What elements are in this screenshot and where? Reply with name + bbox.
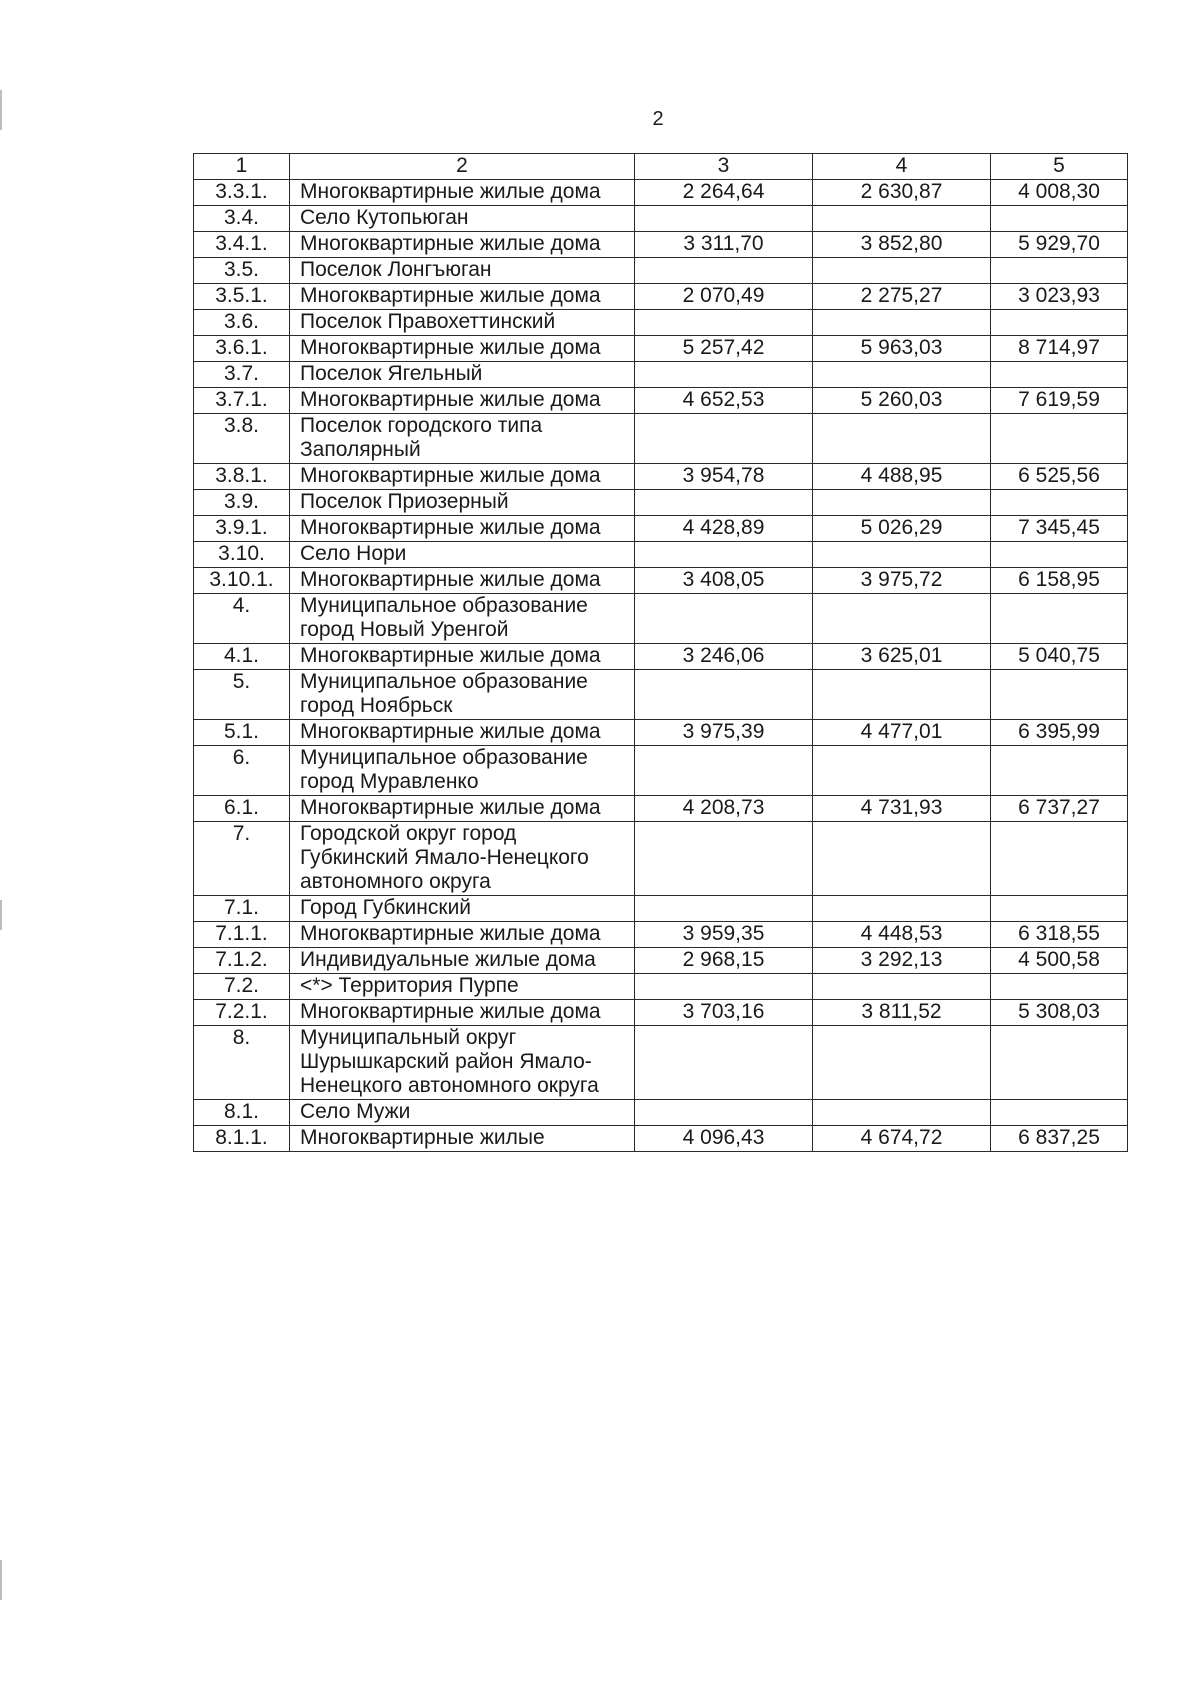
- row-number: 7.1.: [194, 896, 290, 922]
- row-name: Поселок Лонгъюган: [290, 258, 635, 284]
- row-value-col5: [991, 1026, 1128, 1100]
- row-number: 3.7.: [194, 362, 290, 388]
- row-value-col4: [813, 746, 991, 796]
- row-value-col5: [991, 670, 1128, 720]
- table-row: [194, 1100, 1128, 1126]
- row-name: Многоквартирные жилые дома: [290, 796, 635, 822]
- row-value-col3: [635, 594, 813, 644]
- table-header-row: [194, 154, 1128, 180]
- row-name: Поселок Приозерный: [290, 490, 635, 516]
- row-value-col5: 3 023,93: [991, 284, 1128, 310]
- row-name: Городской округ город Губкинский Ямало-Ненецкого автономного округа: [290, 822, 635, 896]
- row-value-col3: 3 954,78: [635, 464, 813, 490]
- row-number: 3.8.: [194, 414, 290, 464]
- row-name: Многоквартирные жилые дома: [290, 336, 635, 362]
- row-value-col4: 4 488,95: [813, 464, 991, 490]
- header-col-5: 5: [991, 154, 1128, 180]
- row-value-col3: 3 703,16: [635, 1000, 813, 1026]
- table-row: [194, 336, 1128, 362]
- row-value-col3: [635, 746, 813, 796]
- row-number: 6.1.: [194, 796, 290, 822]
- row-value-col3: [635, 490, 813, 516]
- row-value-col5: [991, 974, 1128, 1000]
- row-name: Многоквартирные жилые дома: [290, 720, 635, 746]
- row-value-col3: 3 408,05: [635, 568, 813, 594]
- row-value-col4: 3 811,52: [813, 1000, 991, 1026]
- row-number: 3.3.1.: [194, 180, 290, 206]
- header-col-3: 3: [635, 154, 813, 180]
- row-value-col4: [813, 206, 991, 232]
- row-value-col4: 3 975,72: [813, 568, 991, 594]
- row-value-col5: [991, 822, 1128, 896]
- row-name: Село Нори: [290, 542, 635, 568]
- row-name: Муниципальное образование город Муравленко: [290, 746, 635, 796]
- row-name: Многоквартирные жилые дома: [290, 464, 635, 490]
- row-value-col4: [813, 490, 991, 516]
- row-value-col3: [635, 258, 813, 284]
- table-row: [194, 1126, 1128, 1152]
- row-name: Многоквартирные жилые дома: [290, 568, 635, 594]
- table-row: [194, 1026, 1128, 1100]
- row-value-col4: [813, 542, 991, 568]
- table-row: [194, 258, 1128, 284]
- row-value-col3: 3 975,39: [635, 720, 813, 746]
- row-number: 8.: [194, 1026, 290, 1100]
- row-value-col4: [813, 310, 991, 336]
- table-row: [194, 568, 1128, 594]
- table-row: [194, 232, 1128, 258]
- row-value-col5: 5 308,03: [991, 1000, 1128, 1026]
- row-number: 3.5.: [194, 258, 290, 284]
- table-row: [194, 362, 1128, 388]
- row-number: 7.2.: [194, 974, 290, 1000]
- row-value-col5: 8 714,97: [991, 336, 1128, 362]
- row-value-col3: 3 311,70: [635, 232, 813, 258]
- row-name: Многоквартирные жилые: [290, 1126, 635, 1152]
- row-value-col3: [635, 542, 813, 568]
- row-value-col4: 2 275,27: [813, 284, 991, 310]
- row-value-col4: [813, 896, 991, 922]
- row-value-col3: [635, 896, 813, 922]
- table-row: [194, 542, 1128, 568]
- row-number: 5.: [194, 670, 290, 720]
- row-value-col5: [991, 542, 1128, 568]
- row-value-col3: 3 959,35: [635, 922, 813, 948]
- table-row: [194, 670, 1128, 720]
- row-value-col5: 6 737,27: [991, 796, 1128, 822]
- row-name: Многоквартирные жилые дома: [290, 388, 635, 414]
- row-number: 3.10.1.: [194, 568, 290, 594]
- row-number: 8.1.1.: [194, 1126, 290, 1152]
- row-value-col3: 5 257,42: [635, 336, 813, 362]
- row-value-col5: 4 500,58: [991, 948, 1128, 974]
- row-name: Муниципальное образование город Новый Уренгой: [290, 594, 635, 644]
- row-value-col4: 3 292,13: [813, 948, 991, 974]
- table-row: [194, 310, 1128, 336]
- row-value-col5: 6 318,55: [991, 922, 1128, 948]
- row-value-col4: [813, 670, 991, 720]
- table-row: [194, 284, 1128, 310]
- row-name: Село Кутопьюган: [290, 206, 635, 232]
- table-row: [194, 388, 1128, 414]
- row-value-col4: 4 731,93: [813, 796, 991, 822]
- row-name: Многоквартирные жилые дома: [290, 922, 635, 948]
- row-value-col3: [635, 1026, 813, 1100]
- row-value-col4: 4 448,53: [813, 922, 991, 948]
- row-name: Многоквартирные жилые дома: [290, 180, 635, 206]
- row-value-col5: 7 345,45: [991, 516, 1128, 542]
- row-value-col5: [991, 1100, 1128, 1126]
- row-value-col5: [991, 310, 1128, 336]
- row-name: Поселок Ягельный: [290, 362, 635, 388]
- row-value-col4: [813, 594, 991, 644]
- row-value-col3: 4 428,89: [635, 516, 813, 542]
- header-col-1: 1: [194, 154, 290, 180]
- row-value-col4: 5 963,03: [813, 336, 991, 362]
- row-value-col5: [991, 490, 1128, 516]
- table-body: [194, 180, 1128, 1152]
- row-value-col5: 5 040,75: [991, 644, 1128, 670]
- table-row: [194, 896, 1128, 922]
- table-row: [194, 490, 1128, 516]
- row-number: 3.5.1.: [194, 284, 290, 310]
- row-name: Многоквартирные жилые дома: [290, 232, 635, 258]
- row-name: Поселок городского типа Заполярный: [290, 414, 635, 464]
- row-value-col4: 5 260,03: [813, 388, 991, 414]
- row-number: 3.6.: [194, 310, 290, 336]
- table-row: [194, 414, 1128, 464]
- row-number: 4.: [194, 594, 290, 644]
- row-name: Муниципальный округ Шурышкарский район Ямало-Ненецкого автономного округа: [290, 1026, 635, 1100]
- row-value-col5: [991, 362, 1128, 388]
- row-value-col3: 2 264,64: [635, 180, 813, 206]
- row-number: 3.7.1.: [194, 388, 290, 414]
- row-name: Многоквартирные жилые дома: [290, 516, 635, 542]
- row-number: 3.6.1.: [194, 336, 290, 362]
- row-value-col3: [635, 974, 813, 1000]
- row-value-col4: 3 852,80: [813, 232, 991, 258]
- row-value-col3: [635, 670, 813, 720]
- row-value-col3: [635, 414, 813, 464]
- table-row: [194, 948, 1128, 974]
- row-number: 7.1.1.: [194, 922, 290, 948]
- row-number: 8.1.: [194, 1100, 290, 1126]
- row-number: 7.: [194, 822, 290, 896]
- table-row: [194, 206, 1128, 232]
- row-value-col4: [813, 974, 991, 1000]
- row-value-col3: 4 096,43: [635, 1126, 813, 1152]
- row-value-col3: [635, 310, 813, 336]
- row-value-col3: 2 070,49: [635, 284, 813, 310]
- row-value-col3: 3 246,06: [635, 644, 813, 670]
- row-value-col5: 6 837,25: [991, 1126, 1128, 1152]
- row-name: Село Мужи: [290, 1100, 635, 1126]
- row-number: 3.9.: [194, 490, 290, 516]
- tariff-table: [193, 153, 1128, 1152]
- row-value-col5: 6 525,56: [991, 464, 1128, 490]
- row-value-col3: 4 208,73: [635, 796, 813, 822]
- row-value-col5: 6 158,95: [991, 568, 1128, 594]
- row-value-col5: 5 929,70: [991, 232, 1128, 258]
- row-number: 3.8.1.: [194, 464, 290, 490]
- row-value-col3: [635, 822, 813, 896]
- table-row: [194, 822, 1128, 896]
- row-name: Поселок Правохеттинский: [290, 310, 635, 336]
- row-value-col5: [991, 258, 1128, 284]
- scan-edge-mark: [0, 900, 2, 930]
- table-row: [194, 720, 1128, 746]
- scan-edge-mark: [0, 1560, 2, 1600]
- row-name: <*> Территория Пурпе: [290, 974, 635, 1000]
- row-number: 7.1.2.: [194, 948, 290, 974]
- row-value-col4: [813, 258, 991, 284]
- page-number: 2: [652, 108, 664, 130]
- row-value-col4: 5 026,29: [813, 516, 991, 542]
- table-row: [194, 180, 1128, 206]
- row-value-col4: [813, 1026, 991, 1100]
- row-value-col4: [813, 822, 991, 896]
- row-name: Муниципальное образование город Ноябрьск: [290, 670, 635, 720]
- row-value-col4: [813, 414, 991, 464]
- row-number: 3.10.: [194, 542, 290, 568]
- row-value-col5: [991, 594, 1128, 644]
- row-value-col5: [991, 206, 1128, 232]
- row-value-col3: [635, 1100, 813, 1126]
- row-number: 5.1.: [194, 720, 290, 746]
- table-row: [194, 516, 1128, 542]
- row-value-col5: 7 619,59: [991, 388, 1128, 414]
- row-value-col4: 3 625,01: [813, 644, 991, 670]
- table-row: [194, 796, 1128, 822]
- table-row: [194, 1000, 1128, 1026]
- table-row: [194, 922, 1128, 948]
- row-value-col3: 4 652,53: [635, 388, 813, 414]
- row-value-col4: [813, 1100, 991, 1126]
- row-value-col5: 6 395,99: [991, 720, 1128, 746]
- row-number: 7.2.1.: [194, 1000, 290, 1026]
- row-number: 4.1.: [194, 644, 290, 670]
- table-row: [194, 974, 1128, 1000]
- row-name: Многоквартирные жилые дома: [290, 644, 635, 670]
- row-value-col5: [991, 896, 1128, 922]
- row-number: 3.9.1.: [194, 516, 290, 542]
- row-number: 6.: [194, 746, 290, 796]
- row-number: 3.4.1.: [194, 232, 290, 258]
- table-row: [194, 464, 1128, 490]
- header-col-2: 2: [290, 154, 635, 180]
- row-name: Город Губкинский: [290, 896, 635, 922]
- table-row: [194, 594, 1128, 644]
- table-row: [194, 746, 1128, 796]
- row-value-col4: 4 477,01: [813, 720, 991, 746]
- row-name: Многоквартирные жилые дома: [290, 284, 635, 310]
- row-value-col3: [635, 206, 813, 232]
- row-value-col3: [635, 362, 813, 388]
- row-value-col5: 4 008,30: [991, 180, 1128, 206]
- row-number: 3.4.: [194, 206, 290, 232]
- row-name: Индивидуальные жилые дома: [290, 948, 635, 974]
- row-value-col4: 2 630,87: [813, 180, 991, 206]
- row-value-col4: 4 674,72: [813, 1126, 991, 1152]
- table-row: [194, 644, 1128, 670]
- row-value-col5: [991, 414, 1128, 464]
- header-col-4: 4: [813, 154, 991, 180]
- row-value-col3: 2 968,15: [635, 948, 813, 974]
- row-value-col4: [813, 362, 991, 388]
- row-name: Многоквартирные жилые дома: [290, 1000, 635, 1026]
- row-value-col5: [991, 746, 1128, 796]
